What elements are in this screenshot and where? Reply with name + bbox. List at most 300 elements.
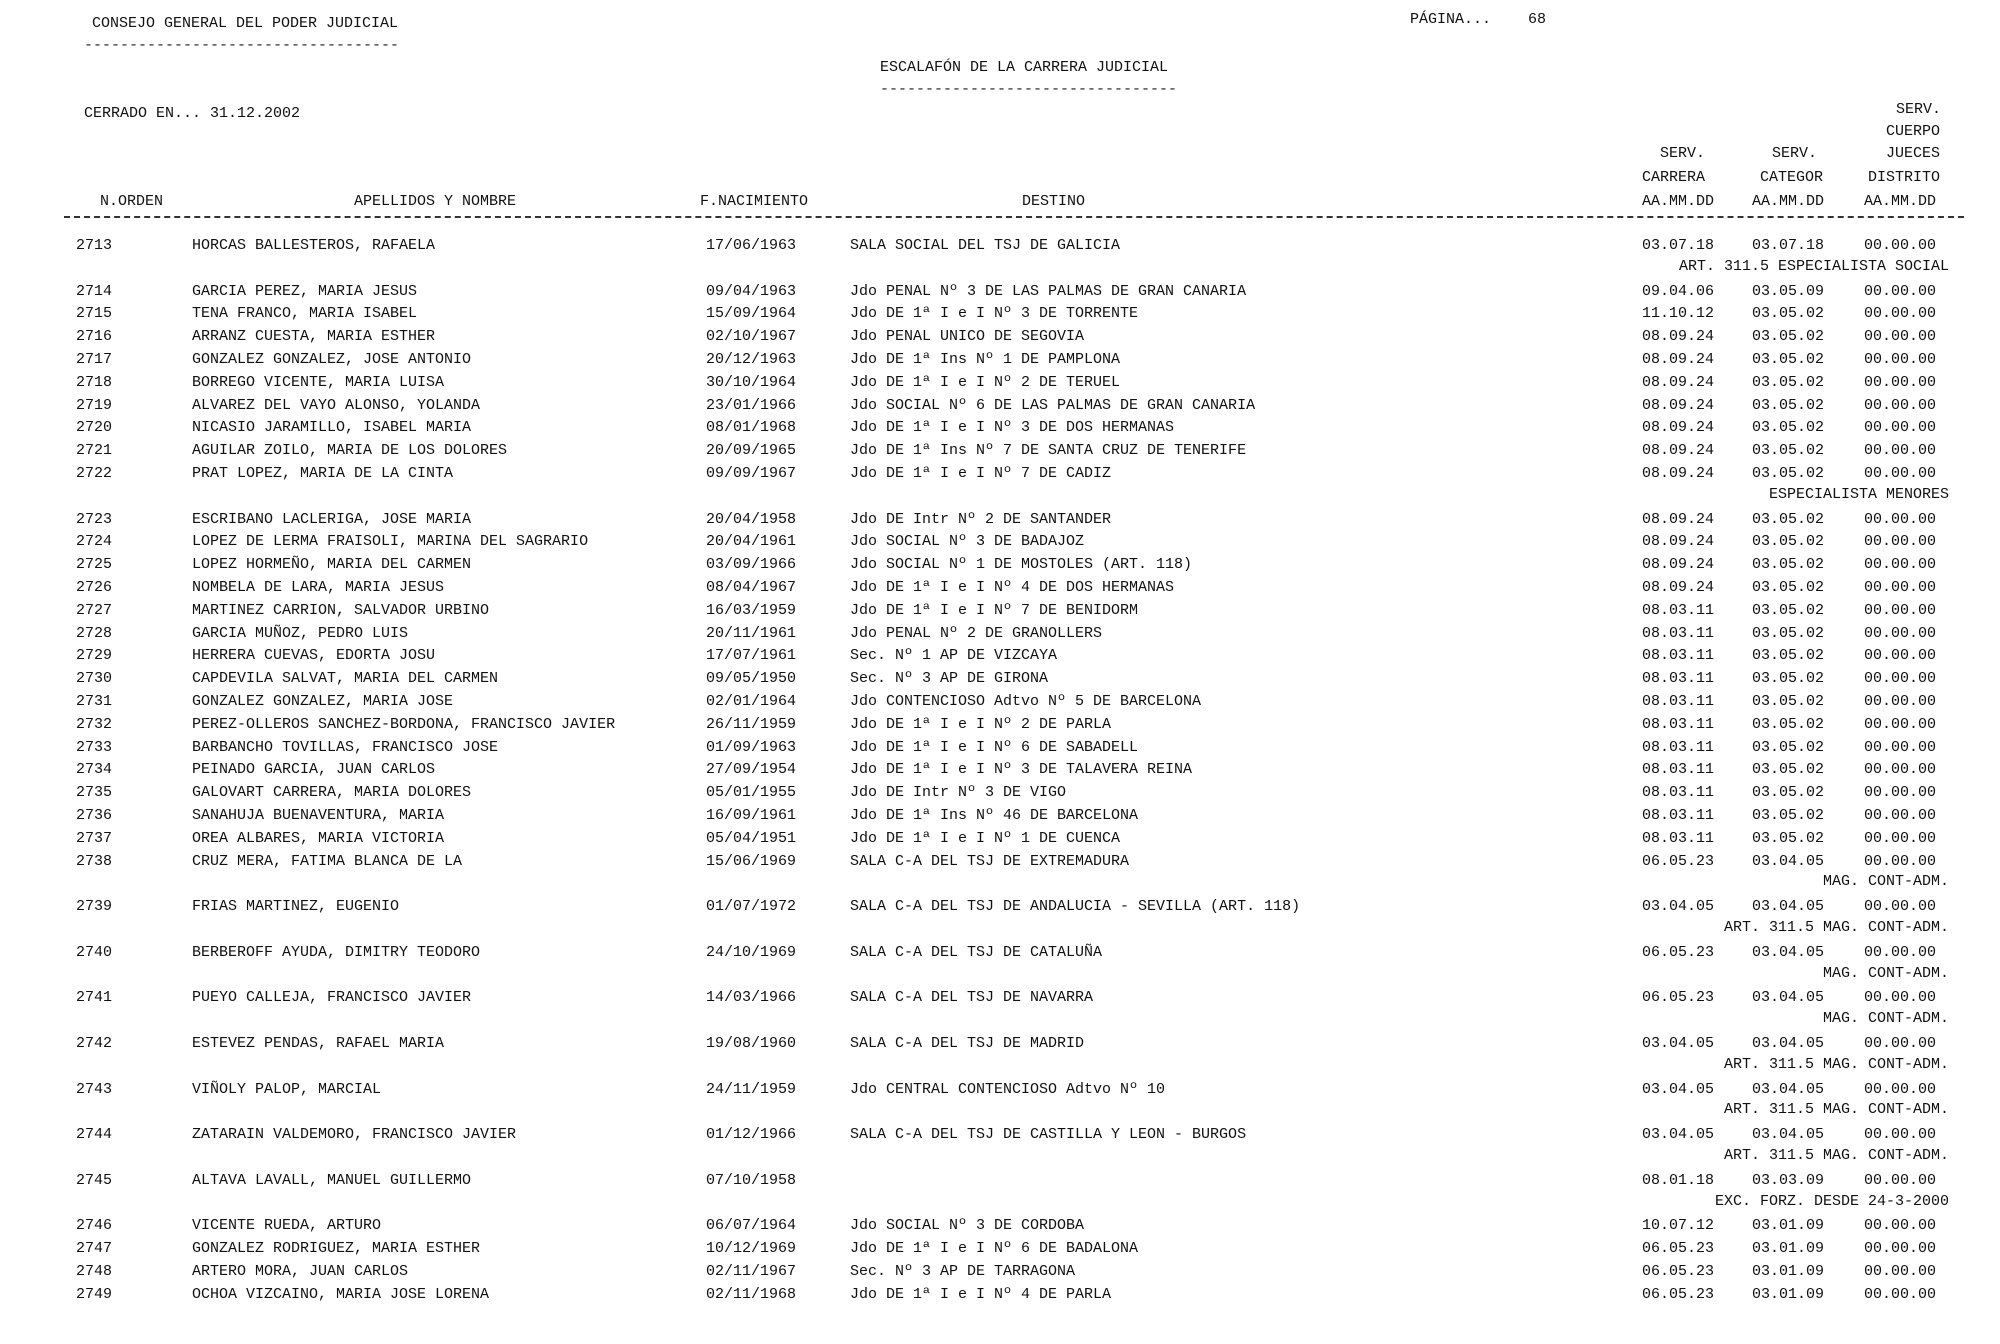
employee-name: BERBEROFF AYUDA, DIMITRY TEODORO (192, 944, 481, 961)
serv-carrera: 08.03.11 (1642, 761, 1715, 778)
destination: Jdo SOCIAL Nº 1 DE MOSTOLES (ART. 118) (850, 556, 1193, 573)
order-number: 2735 (76, 784, 113, 801)
table-row (0, 899, 2000, 919)
row-note: MAG. CONT-ADM. (1822, 1010, 1949, 1027)
serv-categor: 03.05.02 (1752, 465, 1825, 482)
col-f-nacimiento: F.NACIMIENTO (700, 193, 809, 210)
organization-title: CONSEJO GENERAL DEL PODER JUDICIAL (92, 15, 399, 32)
table-row (0, 1082, 2000, 1102)
serv-categor: 03.01.09 (1752, 1240, 1825, 1257)
serv-carrera: 03.04.05 (1642, 1035, 1715, 1052)
title-underline: --------------------------------- (880, 81, 1178, 98)
order-number: 2732 (76, 716, 113, 733)
serv-carrera: 08.03.11 (1642, 693, 1715, 710)
serv-carrera: 06.05.23 (1642, 1240, 1715, 1257)
serv-carrera: 06.05.23 (1642, 853, 1715, 870)
order-number: 2727 (76, 602, 113, 619)
serv-carrera: 08.03.11 (1642, 830, 1715, 847)
serv-carrera: 09.04.06 (1642, 283, 1715, 300)
birth-date: 14/03/1966 (706, 989, 797, 1006)
birth-date: 03/09/1966 (706, 556, 797, 573)
serv-categor: 03.05.02 (1752, 807, 1825, 824)
employee-name: GARCIA PEREZ, MARIA JESUS (192, 283, 418, 300)
destination: SALA C-A DEL TSJ DE EXTREMADURA (850, 853, 1130, 870)
header-divider (64, 216, 1964, 218)
serv-jueces: 00.00.00 (1864, 465, 1937, 482)
birth-date: 09/05/1950 (706, 670, 797, 687)
employee-name: CRUZ MERA, FATIMA BLANCA DE LA (192, 853, 463, 870)
serv-jueces: 00.00.00 (1864, 739, 1937, 756)
employee-name: GONZALEZ RODRIGUEZ, MARIA ESTHER (192, 1240, 481, 1257)
order-number: 2717 (76, 351, 113, 368)
serv-jueces: 00.00.00 (1864, 1286, 1937, 1303)
employee-name: PEREZ-OLLEROS SANCHEZ-BORDONA, FRANCISCO JAVIER (192, 716, 616, 733)
col-categor-l2: CATEGOR (1760, 169, 1824, 186)
serv-jueces: 00.00.00 (1864, 944, 1937, 961)
serv-categor: 03.05.02 (1752, 670, 1825, 687)
serv-jueces: 00.00.00 (1864, 670, 1937, 687)
col-categor-l3: AA.MM.DD (1752, 193, 1825, 210)
birth-date: 01/09/1963 (706, 739, 797, 756)
document-title: ESCALAFÓN DE LA CARRERA JUDICIAL (880, 59, 1169, 76)
serv-carrera: 11.10.12 (1642, 305, 1715, 322)
row-note: ART. 311.5 MAG. CONT-ADM. (1723, 1101, 1949, 1118)
order-number: 2733 (76, 739, 113, 756)
serv-categor: 03.04.05 (1752, 989, 1825, 1006)
order-number: 2728 (76, 625, 113, 642)
serv-jueces: 00.00.00 (1864, 305, 1937, 322)
serv-carrera: 08.09.24 (1642, 374, 1715, 391)
row-note: ART. 311.5 ESPECIALISTA SOCIAL (1678, 258, 1949, 275)
table-row (0, 557, 2000, 577)
col-destino: DESTINO (1022, 193, 1086, 210)
serv-jueces: 00.00.00 (1864, 761, 1937, 778)
employee-name: PRAT LOPEZ, MARIA DE LA CINTA (192, 465, 454, 482)
serv-categor: 03.05.02 (1752, 625, 1825, 642)
serv-carrera: 03.04.05 (1642, 1126, 1715, 1143)
table-row (0, 238, 2000, 258)
birth-date: 15/09/1964 (706, 305, 797, 322)
birth-date: 30/10/1964 (706, 374, 797, 391)
serv-categor: 03.04.05 (1752, 853, 1825, 870)
serv-carrera: 06.05.23 (1642, 1286, 1715, 1303)
serv-jueces: 00.00.00 (1864, 1126, 1937, 1143)
table-row (0, 306, 2000, 326)
order-number: 2729 (76, 647, 113, 664)
table-row (0, 1264, 2000, 1284)
order-number: 2724 (76, 533, 113, 550)
employee-name: NOMBELA DE LARA, MARIA JESUS (192, 579, 445, 596)
serv-jueces: 00.00.00 (1864, 807, 1937, 824)
employee-name: MARTINEZ CARRION, SALVADOR URBINO (192, 602, 490, 619)
destination: SALA C-A DEL TSJ DE NAVARRA (850, 989, 1094, 1006)
table-row (0, 1287, 2000, 1307)
col-categor-l1: SERV. (1772, 145, 1818, 162)
serv-jueces: 00.00.00 (1864, 1217, 1937, 1234)
serv-categor: 03.05.02 (1752, 374, 1825, 391)
order-number: 2744 (76, 1126, 113, 1143)
destination: Jdo DE 1ª I e I Nº 4 DE PARLA (850, 1286, 1112, 1303)
employee-name: NICASIO JARAMILLO, ISABEL MARIA (192, 419, 472, 436)
serv-categor: 03.05.02 (1752, 579, 1825, 596)
serv-jueces: 00.00.00 (1864, 602, 1937, 619)
table-row (0, 1127, 2000, 1147)
employee-name: TENA FRANCO, MARIA ISABEL (192, 305, 418, 322)
table-row (0, 694, 2000, 714)
serv-jueces: 00.00.00 (1864, 625, 1937, 642)
birth-date: 20/12/1963 (706, 351, 797, 368)
birth-date: 16/09/1961 (706, 807, 797, 824)
birth-date: 16/03/1959 (706, 602, 797, 619)
order-number: 2737 (76, 830, 113, 847)
order-number: 2736 (76, 807, 113, 824)
order-number: 2715 (76, 305, 113, 322)
destination: Jdo PENAL UNICO DE SEGOVIA (850, 328, 1085, 345)
serv-jueces: 00.00.00 (1864, 328, 1937, 345)
serv-carrera: 08.03.11 (1642, 647, 1715, 664)
birth-date: 02/11/1968 (706, 1286, 797, 1303)
birth-date: 24/11/1959 (706, 1081, 797, 1098)
table-row (0, 284, 2000, 304)
serv-jueces: 00.00.00 (1864, 853, 1937, 870)
serv-categor: 03.01.09 (1752, 1263, 1825, 1280)
serv-categor: 03.04.05 (1752, 1126, 1825, 1143)
birth-date: 20/04/1961 (706, 533, 797, 550)
order-number: 2730 (76, 670, 113, 687)
serv-categor: 03.05.02 (1752, 305, 1825, 322)
table-row (0, 740, 2000, 760)
serv-carrera: 06.05.23 (1642, 944, 1715, 961)
destination: Jdo DE 1ª I e I Nº 7 DE CADIZ (850, 465, 1112, 482)
destination: Jdo DE 1ª Ins Nº 1 DE PAMPLONA (850, 351, 1121, 368)
col-jueces-l5: AA.MM.DD (1864, 193, 1937, 210)
col-carrera-l3: AA.MM.DD (1642, 193, 1715, 210)
destination: Jdo SOCIAL Nº 6 DE LAS PALMAS DE GRAN CANARIA (850, 397, 1256, 414)
employee-name: GALOVART CARRERA, MARIA DOLORES (192, 784, 472, 801)
order-number: 2747 (76, 1240, 113, 1257)
employee-name: HERRERA CUEVAS, EDORTA JOSU (192, 647, 436, 664)
closing-date: CERRADO EN... 31.12.2002 (84, 105, 301, 122)
table-row (0, 831, 2000, 851)
employee-name: BARBANCHO TOVILLAS, FRANCISCO JOSE (192, 739, 499, 756)
table-row (0, 717, 2000, 737)
order-number: 2748 (76, 1263, 113, 1280)
table-row (0, 352, 2000, 372)
employee-name: ESTEVEZ PENDAS, RAFAEL MARIA (192, 1035, 445, 1052)
employee-name: GARCIA MUÑOZ, PEDRO LUIS (192, 625, 409, 642)
destination: SALA C-A DEL TSJ DE ANDALUCIA - SEVILLA (ART. 118) (850, 898, 1301, 915)
table-row (0, 808, 2000, 828)
serv-categor: 03.01.09 (1752, 1286, 1825, 1303)
destination: Jdo PENAL Nº 3 DE LAS PALMAS DE GRAN CANARIA (850, 283, 1247, 300)
destination: Jdo DE Intr Nº 2 DE SANTANDER (850, 511, 1112, 528)
destination: Jdo DE 1ª I e I Nº 6 DE BADALONA (850, 1240, 1139, 1257)
order-number: 2716 (76, 328, 113, 345)
destination: Jdo DE 1ª I e I Nº 1 DE CUENCA (850, 830, 1121, 847)
table-row (0, 785, 2000, 805)
serv-jueces: 00.00.00 (1864, 283, 1937, 300)
destination: SALA C-A DEL TSJ DE MADRID (850, 1035, 1085, 1052)
table-row (0, 1241, 2000, 1261)
table-row (0, 945, 2000, 965)
table-row (0, 1173, 2000, 1193)
birth-date: 23/01/1966 (706, 397, 797, 414)
employee-name: OREA ALBARES, MARIA VICTORIA (192, 830, 445, 847)
serv-carrera: 06.05.23 (1642, 1263, 1715, 1280)
order-number: 2719 (76, 397, 113, 414)
order-number: 2734 (76, 761, 113, 778)
employee-name: ESCRIBANO LACLERIGA, JOSE MARIA (192, 511, 472, 528)
birth-date: 17/06/1963 (706, 237, 797, 254)
employee-name: OCHOA VIZCAINO, MARIA JOSE LORENA (192, 1286, 490, 1303)
serv-categor: 03.05.09 (1752, 283, 1825, 300)
serv-categor: 03.01.09 (1752, 1217, 1825, 1234)
destination: Jdo DE 1ª I e I Nº 3 DE TALAVERA REINA (850, 761, 1193, 778)
order-number: 2746 (76, 1217, 113, 1234)
birth-date: 27/09/1954 (706, 761, 797, 778)
order-number: 2723 (76, 511, 113, 528)
table-row (0, 1218, 2000, 1238)
serv-carrera: 08.03.11 (1642, 739, 1715, 756)
table-row (0, 648, 2000, 668)
serv-jueces: 00.00.00 (1864, 579, 1937, 596)
serv-carrera: 06.05.23 (1642, 989, 1715, 1006)
employee-name: AGUILAR ZOILO, MARIA DE LOS DOLORES (192, 442, 508, 459)
destination: Jdo DE 1ª I e I Nº 4 DE DOS HERMANAS (850, 579, 1175, 596)
row-note: EXC. FORZ. DESDE 24-3-2000 (1714, 1193, 1949, 1210)
destination: Sec. Nº 3 AP DE GIRONA (850, 670, 1049, 687)
serv-carrera: 08.03.11 (1642, 807, 1715, 824)
serv-carrera: 08.01.18 (1642, 1172, 1715, 1189)
serv-jueces: 00.00.00 (1864, 716, 1937, 733)
birth-date: 26/11/1959 (706, 716, 797, 733)
birth-date: 20/04/1958 (706, 511, 797, 528)
employee-name: ZATARAIN VALDEMORO, FRANCISCO JAVIER (192, 1126, 517, 1143)
serv-categor: 03.05.02 (1752, 761, 1825, 778)
table-row (0, 375, 2000, 395)
serv-jueces: 00.00.00 (1864, 419, 1937, 436)
table-row (0, 466, 2000, 486)
destination: Jdo DE 1ª Ins Nº 46 DE BARCELONA (850, 807, 1139, 824)
birth-date: 09/09/1967 (706, 465, 797, 482)
serv-carrera: 08.09.24 (1642, 328, 1715, 345)
serv-categor: 03.05.02 (1752, 419, 1825, 436)
table-row (0, 603, 2000, 623)
destination: SALA C-A DEL TSJ DE CATALUÑA (850, 944, 1103, 961)
order-number: 2741 (76, 989, 113, 1006)
table-row (0, 854, 2000, 874)
birth-date: 17/07/1961 (706, 647, 797, 664)
employee-name: BORREGO VICENTE, MARIA LUISA (192, 374, 445, 391)
table-row (0, 990, 2000, 1010)
row-note: ART. 311.5 MAG. CONT-ADM. (1723, 1147, 1949, 1164)
table-row (0, 626, 2000, 646)
serv-carrera: 08.03.11 (1642, 716, 1715, 733)
birth-date: 24/10/1969 (706, 944, 797, 961)
table-row (0, 1036, 2000, 1056)
row-note: ESPECIALISTA MENORES (1768, 486, 1949, 503)
col-jueces-l4: DISTRITO (1868, 169, 1941, 186)
employee-name: HORCAS BALLESTEROS, RAFAELA (192, 237, 436, 254)
table-row (0, 420, 2000, 440)
serv-categor: 03.05.02 (1752, 693, 1825, 710)
serv-carrera: 08.09.24 (1642, 465, 1715, 482)
employee-name: ALVAREZ DEL VAYO ALONSO, YOLANDA (192, 397, 481, 414)
serv-carrera: 03.04.05 (1642, 898, 1715, 915)
birth-date: 06/07/1964 (706, 1217, 797, 1234)
serv-jueces: 00.00.00 (1864, 351, 1937, 368)
serv-carrera: 08.03.11 (1642, 625, 1715, 642)
serv-categor: 03.07.18 (1752, 237, 1825, 254)
order-number: 2743 (76, 1081, 113, 1098)
birth-date: 20/11/1961 (706, 625, 797, 642)
employee-name: VIÑOLY PALOP, MARCIAL (192, 1081, 382, 1098)
serv-categor: 03.05.02 (1752, 716, 1825, 733)
birth-date: 09/04/1963 (706, 283, 797, 300)
order-number: 2718 (76, 374, 113, 391)
order-number: 2739 (76, 898, 113, 915)
destination: Jdo DE 1ª I e I Nº 3 DE TORRENTE (850, 305, 1139, 322)
col-jueces-l2: CUERPO (1886, 123, 1941, 140)
serv-categor: 03.05.02 (1752, 830, 1825, 847)
order-number: 2720 (76, 419, 113, 436)
birth-date: 05/04/1951 (706, 830, 797, 847)
serv-categor: 03.04.05 (1752, 944, 1825, 961)
serv-carrera: 08.09.24 (1642, 419, 1715, 436)
employee-name: FRIAS MARTINEZ, EUGENIO (192, 898, 400, 915)
org-underline: ----------------------------------- (84, 37, 400, 54)
row-note: MAG. CONT-ADM. (1822, 965, 1949, 982)
table-row (0, 534, 2000, 554)
employee-name: PEINADO GARCIA, JUAN CARLOS (192, 761, 436, 778)
serv-jueces: 00.00.00 (1864, 442, 1937, 459)
order-number: 2722 (76, 465, 113, 482)
col-apellidos-nombre: APELLIDOS Y NOMBRE (354, 193, 517, 210)
serv-carrera: 03.04.05 (1642, 1081, 1715, 1098)
serv-categor: 03.05.02 (1752, 647, 1825, 664)
birth-date: 08/04/1967 (706, 579, 797, 596)
employee-name: LOPEZ HORMEÑO, MARIA DEL CARMEN (192, 556, 472, 573)
order-number: 2726 (76, 579, 113, 596)
serv-jueces: 00.00.00 (1864, 989, 1937, 1006)
serv-jueces: 00.00.00 (1864, 374, 1937, 391)
order-number: 2721 (76, 442, 113, 459)
serv-jueces: 00.00.00 (1864, 237, 1937, 254)
serv-categor: 03.05.02 (1752, 784, 1825, 801)
order-number: 2725 (76, 556, 113, 573)
serv-jueces: 00.00.00 (1864, 1263, 1937, 1280)
employee-name: ALTAVA LAVALL, MANUEL GUILLERMO (192, 1172, 472, 1189)
serv-categor: 03.05.02 (1752, 328, 1825, 345)
order-number: 2745 (76, 1172, 113, 1189)
birth-date: 01/12/1966 (706, 1126, 797, 1143)
serv-jueces: 00.00.00 (1864, 1240, 1937, 1257)
serv-jueces: 00.00.00 (1864, 830, 1937, 847)
birth-date: 19/08/1960 (706, 1035, 797, 1052)
table-row (0, 329, 2000, 349)
col-carrera-l2: CARRERA (1642, 169, 1706, 186)
serv-categor: 03.05.02 (1752, 533, 1825, 550)
employee-name: CAPDEVILA SALVAT, MARIA DEL CARMEN (192, 670, 499, 687)
serv-jueces: 00.00.00 (1864, 397, 1937, 414)
serv-carrera: 08.09.24 (1642, 533, 1715, 550)
destination: Jdo DE Intr Nº 3 DE VIGO (850, 784, 1067, 801)
birth-date: 08/01/1968 (706, 419, 797, 436)
serv-categor: 03.05.02 (1752, 397, 1825, 414)
serv-carrera: 08.09.24 (1642, 556, 1715, 573)
employee-name: SANAHUJA BUENAVENTURA, MARIA (192, 807, 445, 824)
row-note: ART. 311.5 MAG. CONT-ADM. (1723, 1056, 1949, 1073)
destination: Jdo SOCIAL Nº 3 DE BADAJOZ (850, 533, 1085, 550)
destination: Jdo DE 1ª I e I Nº 2 DE PARLA (850, 716, 1112, 733)
destination: Jdo DE 1ª I e I Nº 7 DE BENIDORM (850, 602, 1139, 619)
serv-carrera: 03.07.18 (1642, 237, 1715, 254)
col-n-orden: N.ORDEN (100, 193, 164, 210)
destination: SALA C-A DEL TSJ DE CASTILLA Y LEON - BURGOS (850, 1126, 1247, 1143)
birth-date: 02/11/1967 (706, 1263, 797, 1280)
serv-categor: 03.05.02 (1752, 602, 1825, 619)
serv-carrera: 10.07.12 (1642, 1217, 1715, 1234)
serv-categor: 03.05.02 (1752, 351, 1825, 368)
birth-date: 20/09/1965 (706, 442, 797, 459)
destination: Sec. Nº 1 AP DE VIZCAYA (850, 647, 1058, 664)
table-row (0, 512, 2000, 532)
serv-categor: 03.05.02 (1752, 739, 1825, 756)
serv-carrera: 08.09.24 (1642, 511, 1715, 528)
serv-jueces: 00.00.00 (1864, 693, 1937, 710)
table-row (0, 762, 2000, 782)
serv-categor: 03.03.09 (1752, 1172, 1825, 1189)
page-number: 68 (1528, 11, 1547, 28)
birth-date: 02/01/1964 (706, 693, 797, 710)
row-note: MAG. CONT-ADM. (1822, 873, 1949, 890)
serv-jueces: 00.00.00 (1864, 556, 1937, 573)
employee-name: ARTERO MORA, JUAN CARLOS (192, 1263, 409, 1280)
destination: Sec. Nº 3 AP DE TARRAGONA (850, 1263, 1076, 1280)
serv-jueces: 00.00.00 (1864, 1035, 1937, 1052)
order-number: 2731 (76, 693, 113, 710)
serv-categor: 03.04.05 (1752, 1035, 1825, 1052)
serv-carrera: 08.09.24 (1642, 442, 1715, 459)
serv-jueces: 00.00.00 (1864, 533, 1937, 550)
table-row (0, 443, 2000, 463)
employee-name: GONZALEZ GONZALEZ, JOSE ANTONIO (192, 351, 472, 368)
birth-date: 02/10/1967 (706, 328, 797, 345)
birth-date: 05/01/1955 (706, 784, 797, 801)
serv-jueces: 00.00.00 (1864, 1172, 1937, 1189)
serv-carrera: 08.03.11 (1642, 784, 1715, 801)
serv-categor: 03.05.02 (1752, 556, 1825, 573)
row-note: ART. 311.5 MAG. CONT-ADM. (1723, 919, 1949, 936)
col-carrera-l1: SERV. (1660, 145, 1706, 162)
destination: Jdo DE 1ª Ins Nº 7 DE SANTA CRUZ DE TENERIFE (850, 442, 1247, 459)
serv-jueces: 00.00.00 (1864, 898, 1937, 915)
serv-carrera: 08.09.24 (1642, 397, 1715, 414)
serv-categor: 03.04.05 (1752, 898, 1825, 915)
order-number: 2714 (76, 283, 113, 300)
serv-carrera: 08.03.11 (1642, 602, 1715, 619)
col-jueces-l3: JUECES (1886, 145, 1941, 162)
employee-name: GONZALEZ GONZALEZ, MARIA JOSE (192, 693, 454, 710)
destination: Jdo SOCIAL Nº 3 DE CORDOBA (850, 1217, 1085, 1234)
destination: Jdo DE 1ª I e I Nº 2 DE TERUEL (850, 374, 1121, 391)
birth-date: 07/10/1958 (706, 1172, 797, 1189)
table-row (0, 580, 2000, 600)
serv-jueces: 00.00.00 (1864, 1081, 1937, 1098)
employee-name: VICENTE RUEDA, ARTURO (192, 1217, 382, 1234)
table-row (0, 671, 2000, 691)
serv-carrera: 08.03.11 (1642, 670, 1715, 687)
